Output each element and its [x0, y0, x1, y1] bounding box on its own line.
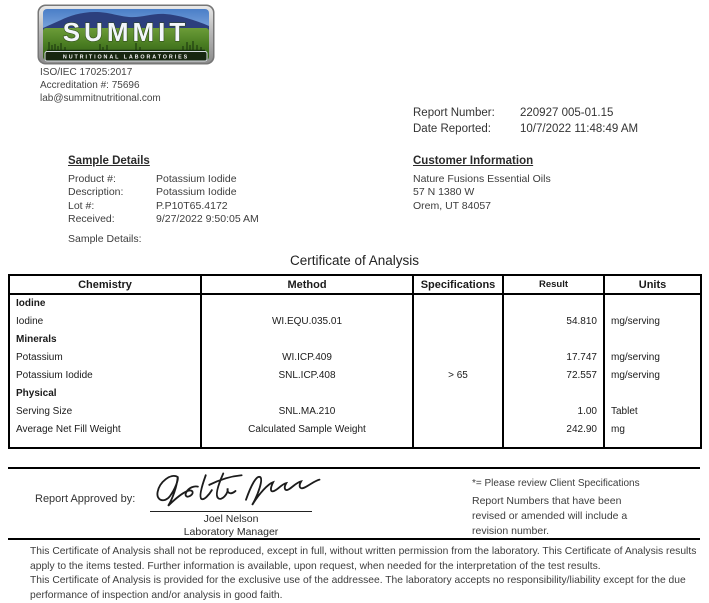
received-row	[68, 213, 259, 227]
cell-analyte: Potassium	[9, 348, 201, 366]
cell-method: SNL.ICP.408	[201, 366, 413, 384]
report-number-value: 220927 005-01.15	[520, 107, 614, 119]
spacer-cell	[604, 438, 701, 448]
cell-method	[201, 384, 413, 402]
sample-details-section	[68, 155, 259, 227]
table-spacer-row	[9, 438, 701, 448]
spacer-cell	[9, 438, 201, 448]
cell-result: 72.557	[503, 366, 604, 384]
cell-analyte: Iodine	[9, 294, 201, 312]
cell-analyte: Iodine	[9, 312, 201, 330]
cell-analyte: Potassium Iodide	[9, 366, 201, 384]
logo-banner-text: NUTRITIONAL LABORATORIES	[62, 54, 190, 61]
header-chemistry: Chemistry	[9, 275, 201, 294]
product-number-value: Potassium Iodide	[156, 172, 237, 185]
cell-result: 54.810	[503, 312, 604, 330]
cell-specification	[413, 294, 503, 312]
header-units: Units	[604, 275, 701, 294]
cell-units	[604, 330, 701, 348]
header-method: Method	[201, 275, 413, 294]
cell-analyte: Serving Size	[9, 402, 201, 420]
customer-street: 57 N 1380 W	[413, 186, 475, 199]
description-value: Potassium Iodide	[156, 186, 237, 199]
cell-result	[503, 294, 604, 312]
cell-result: 17.747	[503, 348, 604, 366]
cell-method: Calculated Sample Weight	[201, 420, 413, 438]
table-category-row	[9, 294, 701, 312]
cell-specification	[413, 348, 503, 366]
date-reported-label: Date Reported:	[413, 123, 491, 135]
report-number-row	[413, 105, 638, 121]
table-category-row	[9, 330, 701, 348]
received-value: 9/27/2022 9:50:05 AM	[156, 213, 259, 226]
cell-result	[503, 384, 604, 402]
header-specifications: Specifications	[413, 275, 503, 294]
cell-specification	[413, 330, 503, 348]
cell-result: 1.00	[503, 402, 604, 420]
table-row	[9, 420, 701, 438]
cell-specification	[413, 384, 503, 402]
report-approved-by-label: Report Approved by:	[35, 493, 136, 505]
cell-specification	[413, 420, 503, 438]
client-specifications-note: *= Please review Client Specifications	[472, 478, 640, 489]
table-row	[9, 402, 701, 420]
cell-method: SNL.MA.210	[201, 402, 413, 420]
logo-wordmark: SUMMIT	[62, 17, 190, 47]
report-meta-block	[413, 105, 638, 137]
cell-units	[604, 384, 701, 402]
cell-result: 242.90	[503, 420, 604, 438]
table-category-row	[9, 384, 701, 402]
disclaimer-paragraph-2: This Certificate of Analysis is provided for the exclusive use of the addressee. The laboratory accepts no responsibility/liability except for the due performance of inspection and/or analysis in good faith.	[30, 575, 686, 601]
cell-method: WI.EQU.035.01	[201, 312, 413, 330]
lot-number-value: P.P10T65.4172	[156, 199, 228, 212]
accreditation-number-line: Accreditation #: 75696	[40, 80, 140, 91]
revision-note: Report Numbers that have been revised or amended will include a revision number.	[472, 495, 628, 537]
lab-email: lab@summitnutritional.com	[40, 93, 161, 104]
cell-analyte: Physical	[9, 384, 201, 402]
cell-result	[503, 330, 604, 348]
header-result: Result	[503, 275, 604, 294]
cell-analyte: Minerals	[9, 330, 201, 348]
customer-name: Nature Fusions Essential Oils	[413, 172, 551, 185]
summit-logo-graphic	[37, 4, 215, 65]
disclaimer-footer	[30, 545, 698, 603]
signature-icon	[148, 467, 323, 515]
cell-units	[604, 294, 701, 312]
cell-units: mg/serving	[604, 348, 701, 366]
cell-analyte: Average Net Fill Weight	[9, 420, 201, 438]
cell-units: Tablet	[604, 402, 701, 420]
table-row	[9, 366, 701, 384]
table-row	[9, 312, 701, 330]
signer-name: Joel Nelson	[203, 513, 259, 525]
cell-specification	[413, 402, 503, 420]
results-table	[8, 274, 700, 449]
approval-section	[8, 467, 700, 540]
description-row	[68, 186, 259, 200]
sample-details-heading: Sample Details	[68, 155, 150, 167]
report-number-label: Report Number:	[413, 107, 495, 119]
date-reported-value: 10/7/2022 11:48:49 AM	[520, 123, 639, 135]
signature-line	[150, 511, 312, 512]
disclaimer-paragraph-1: This Certificate of Analysis shall not be reproduced, except in full, without written permission from the laboratory. This Certificate of Analysis results apply to the items tested. Further information is available, upon request, when needed for the interpretation of the test results.	[30, 546, 697, 572]
summit-logo	[37, 4, 215, 65]
cell-units: mg/serving	[604, 366, 701, 384]
product-number-label: Product #:	[68, 172, 116, 185]
customer-city: Orem, UT 84057	[413, 199, 492, 212]
date-reported-row	[413, 121, 638, 137]
customer-information-section	[413, 155, 551, 213]
spacer-cell	[413, 438, 503, 448]
spacer-cell	[503, 438, 604, 448]
results-table-element	[8, 274, 702, 449]
product-number-row	[68, 173, 259, 187]
cell-method: WI.ICP.409	[201, 348, 413, 366]
cell-method	[201, 330, 413, 348]
sample-details-extra-label: Sample Details:	[68, 233, 142, 245]
signer-title: Laboratory Manager	[183, 526, 279, 538]
lot-number-label: Lot #:	[68, 199, 95, 212]
cell-method	[201, 294, 413, 312]
customer-information-heading: Customer Information	[413, 155, 534, 167]
cell-units: mg/serving	[604, 312, 701, 330]
cell-specification	[413, 312, 503, 330]
accreditation-block	[40, 66, 161, 105]
iso-line: ISO/IEC 17025:2017	[40, 67, 133, 78]
table-header-row	[9, 275, 701, 294]
cell-units: mg	[604, 420, 701, 438]
description-label: Description:	[68, 186, 124, 199]
received-label: Received:	[68, 213, 115, 226]
cell-specification: > 65	[413, 366, 503, 384]
page-title: Certificate of Analysis	[289, 253, 420, 268]
spacer-cell	[201, 438, 413, 448]
table-row	[9, 348, 701, 366]
lot-number-row	[68, 200, 259, 214]
